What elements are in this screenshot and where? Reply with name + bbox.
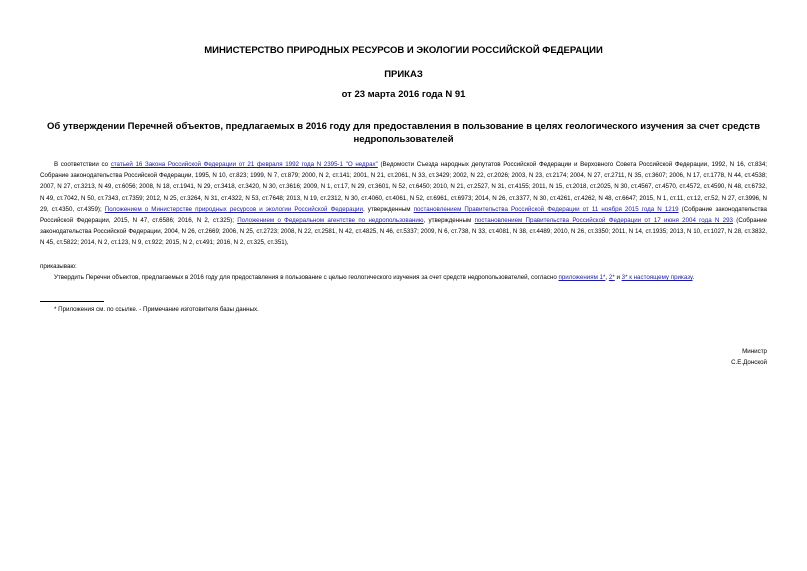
law-article-16-link[interactable]: статьей 16 Закона Российской Федерации от 21 февраля 1992 года N 2395-1 "О недрах"	[110, 161, 378, 168]
order-text-4: .	[692, 274, 695, 281]
resolution-1219-link[interactable]: постановлением Правительства Российской Федерации от 11 ноября 2015 года N 1219	[413, 205, 679, 213]
document-date-number: от 23 марта 2016 года N 91	[341, 89, 466, 100]
order-text-2: ,	[605, 274, 609, 281]
appendix-3-link[interactable]: 3* к настоящему приказу	[621, 274, 693, 281]
preamble-text-2: (Ведомости Съезда народных депутатов Российской Федерации и Верховного Совета Российской Федерации, 1992, N 16, ст.834; Собрание законодательства Российской Федерации, 1995, N 10, ст.823; 1999, N 7, ст.879; 2000, N 2, ст.141; 2001, N 21, ст.2061, N 33, ст.3429; 2002, N 22, ст.2026; 2003, N 23, ст.2174; 2004, N 27, ст.2711, N 35, ст.3607; 2006, N 17, ст.1778, N 44, ст.4538; 2007, N 27, ст.3213, N 49, ст.6056; 2008, N 18, ст.1941, N 29, ст.3418, ст.3420, N 30, ст.3616; 2009, N 1, ст.17, N 29, ст.3601, N 52, ст.6450; 2010, N 21, ст.2527, N 31, ст.4155; 2011, N 15, ст.2018, ст.2025, N 30, ст.4567, ст.4570, ст.4572, ст.4590, N 48, ст.6732, N 49, ст.7042, N 50, ст.7343, ст.7359; 2012, N 25, ст.3264, N 31, ст.4322, N 53, ст.7648; 2013, N 19, ст.2312, N 30, ст.4060, ст.4061, N 52, ст.6961, ст.6973; 2014, N 26, ст.3377, N 30, ст.4261, ст.4262, N 48, ст.6647; 2015, N 1, ст.11, ст.12, ст.52, N 27, ст.3996, N 29, ст.4350, ст.4359);	[40, 161, 767, 213]
order-text-1: Утвердить Перечни объектов, предлагаемых в 2016 году для предоставления в пользование с целью геологического изучения за счет средств недропользователей, согласно	[54, 274, 559, 281]
ministry-regulation-link[interactable]: Положением о Министерстве природных ресурсов и экологии Российской Федерации	[104, 205, 363, 213]
preamble-paragraph	[40, 159, 767, 249]
preamble-text-3: , утвержденным	[362, 205, 414, 213]
resolution-293-link[interactable]: постановлением Правительства Российской Федерации от 17 июня 2004 года N 293	[474, 217, 734, 225]
document-type: ПРИКАЗ	[384, 69, 423, 80]
appendix-2-link[interactable]: 2*	[608, 274, 615, 281]
appendix-1-link[interactable]: приложениям 1*	[558, 274, 606, 281]
document-title: Об утверждении Перечней объектов, предлагаемых в 2016 году для предоставления в пользование в целях геологического изучения за счет средств недропользователей	[46, 121, 761, 145]
signature-position: Министр	[742, 348, 767, 355]
ministry-header: МИНИСТЕРСТВО ПРИРОДНЫХ РЕСУРСОВ И ЭКОЛОГИИ РОССИЙСКОЙ ФЕДЕРАЦИИ	[204, 45, 603, 56]
preamble-text-5: , утвержденным	[423, 217, 475, 225]
preamble-text-6: (Собрание законодательства Российской Федерации, 2004, N 26, ст.2669; 2006, N 25, ст.2723; 2008, N 22, ст.2581, N 42, ст.4825, N 46, ст.5337; 2009, N 6, ст.738, N 33, ст.4081, N 38, ст.4489; 2010, N 26, ст.3350; 2011, N 14, ст.1935; 2013, N 10, ст.1027, N 28, ст.3832, N 45, ст.5822; 2014, N 2, ст.123, N 9, ст.922; 2015, N 2, ст.491; 2016, N 2, ст.325, ст.351),	[40, 217, 768, 247]
order-text-3: и	[614, 274, 622, 281]
footnote-text: * Приложения см. по ссылке. - Примечание изготовителя базы данных.	[54, 306, 259, 313]
footnote-divider	[40, 301, 104, 302]
preamble-text-1: В соответствии со	[54, 161, 111, 168]
preamble-text-4: (Собрание законодательства Российской Федерации, 2015, N 47, ст.6586; 2016, N 2, ст.325);	[40, 205, 767, 225]
order-paragraph	[40, 272, 767, 283]
order-word: приказываю:	[40, 263, 77, 270]
agency-regulation-link[interactable]: Положением о Федеральном агентстве по недропользованию	[237, 217, 424, 225]
signature-name: С.Е.Донской	[731, 359, 767, 366]
